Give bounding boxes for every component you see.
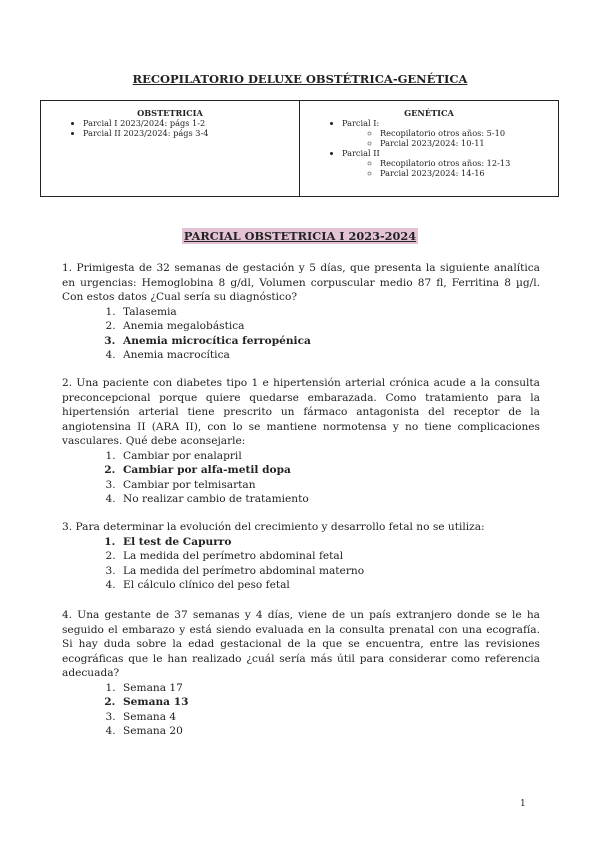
toc-item-label: Parcial II — [342, 148, 380, 158]
toc-item — [342, 148, 558, 178]
option: 3. La medida del perímetro abdominal materno — [119, 564, 540, 579]
option: 1. Semana 17 — [119, 681, 540, 696]
toc-subitem: ◦ Parcial 2023/2024: 14-16 — [380, 168, 558, 178]
toc-item: • Parcial I 2023/2024: págs 1-2 — [83, 118, 299, 128]
question-text: 3. Para determinar la evolución del crecimiento y desarrollo fetal no se utiliza: — [62, 521, 485, 533]
question-3 — [62, 520, 540, 593]
option: 4. No realizar cambio de tratamiento — [119, 492, 540, 507]
page-number: 1 — [520, 799, 526, 809]
document-title: RECOPILATORIO DELUXE OBSTÉTRICA-GENÉTICA — [132, 72, 468, 86]
question-text: 4. Una gestante de 37 semanas y 4 días, viene de un país extranjero donde se le ha seguido el embarazo y está siendo evaluada en la consulta prenatal con una ecografía. Si hay duda sobre la edad gestacional de la que se encuentra, entre las revisiones ecográficas que le han realizado ¿cuál sería más útil para considerar como referencia adecuada? — [62, 609, 540, 679]
option: 1. Cambiar por enalapril — [119, 449, 540, 464]
toc-item — [342, 118, 558, 148]
toc-heading: GENÉTICA — [404, 108, 454, 118]
option: 4. Anemia macrocítica — [119, 348, 540, 363]
question-4 — [62, 608, 540, 739]
toc-subitem: ◦ Recopilatorio otros años: 12-13 — [380, 158, 558, 168]
toc-subitem: ◦ Parcial 2023/2024: 10-11 — [380, 138, 558, 148]
option-correct: 2. Cambiar por alfa-metil dopa — [119, 463, 540, 478]
toc-item: • Parcial II 2023/2024: págs 3-4 — [83, 128, 299, 138]
section-heading-text: PARCIAL OBSTETRICIA I 2023-2024 — [183, 229, 417, 243]
option-correct: 3. Anemia microcítica ferropénica — [119, 334, 540, 349]
option: 2. Anemia megalobástica — [119, 319, 540, 334]
question-text: 1. Primigesta de 32 semanas de gestación y 5 días, que presenta la siguiente analítica en urgencias: Hemoglobina 8 g/dl, Volumen corpuscular medio 87 fl, Ferritina 8 µg/l. Con estos datos ¿Cual sería su diagnóstico? — [62, 262, 540, 303]
option: 2. La medida del perímetro abdominal fetal — [119, 549, 540, 564]
option: 3. Semana 4 — [119, 710, 540, 725]
option: 1. Talasemia — [119, 305, 540, 320]
option: 4. Semana 20 — [119, 724, 540, 739]
toc-heading: OBSTETRICIA — [137, 108, 203, 118]
question-text: 2. Una paciente con diabetes tipo 1 e hipertensión arterial crónica acude a la consulta preconcepcional porque quiere quedarse embarazada. Como tratamiento para la hipertensión arterial tiene prescrito un fármaco antagonista del receptor de la angiotensina II (ARA II), con lo se mantiene normotensa y no tiene complicaciones vasculares. Qué debe aconsejarle: — [62, 377, 540, 447]
question-1 — [62, 261, 540, 363]
toc-item-label: Parcial I: — [342, 118, 380, 128]
toc-genetica — [300, 101, 559, 197]
toc-obstetricia — [41, 101, 300, 197]
option-correct: 2. Semana 13 — [119, 695, 540, 710]
table-of-contents — [40, 100, 559, 197]
question-2 — [62, 376, 540, 507]
toc-subitem: ◦ Recopilatorio otros años: 5-10 — [380, 128, 558, 138]
option: 4. El cálculo clínico del peso fetal — [119, 578, 540, 593]
option: 3. Cambiar por telmisartan — [119, 478, 540, 493]
section-heading — [0, 229, 600, 245]
option-correct: 1. El test de Capurro — [119, 535, 540, 550]
